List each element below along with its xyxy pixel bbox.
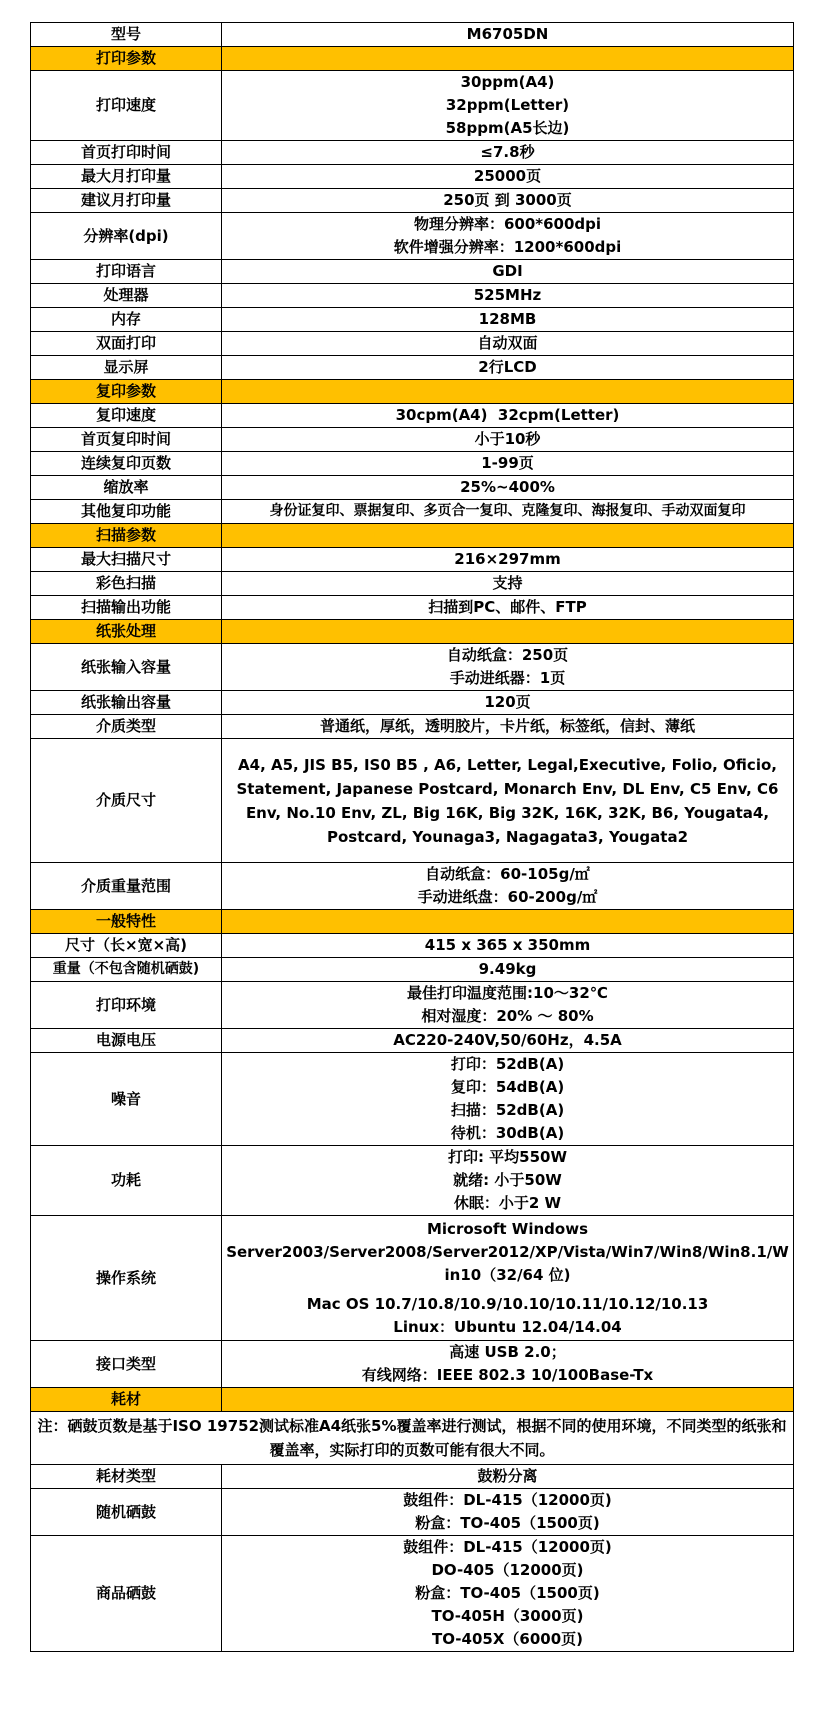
value-line: Microsoft Windows (426, 1219, 588, 1238)
value-line: 自动纸盒：60-105g/㎡ (425, 865, 590, 883)
value-line: Mac OS 10.7/10.8/10.9/10.10/10.11/10.12/10.13 (306, 1294, 709, 1313)
environment-value (222, 982, 794, 1029)
paper-input-value (222, 644, 794, 691)
table-row (31, 1412, 794, 1465)
table-row (31, 165, 794, 189)
section-title: 一般特性 (31, 910, 222, 934)
copy-speed-label: 复印速度 (31, 404, 222, 428)
first-copy-value: 小于10秒 (222, 428, 794, 452)
section-title: 扫描参数 (31, 524, 222, 548)
noise-label: 噪音 (31, 1053, 222, 1146)
table-row (31, 428, 794, 452)
os-label: 操作系统 (31, 1216, 222, 1341)
value-line: 物理分辨率：600*600dpi (413, 215, 602, 233)
table-row (31, 332, 794, 356)
display-label: 显示屏 (31, 356, 222, 380)
other-copy-label: 其他复印功能 (31, 500, 222, 524)
value-line: 相对湿度：20% ～ 80% (421, 1007, 594, 1025)
other-copy-value: 身份证复印、票据复印、多页合一复印、克隆复印、海报复印、手动双面复印 (222, 500, 794, 524)
table-row (31, 500, 794, 524)
weight-label: 重量（不包含随机硒鼓) (31, 958, 222, 982)
consumables-note: 注：硒鼓页数是基于ISO 19752测试标准A4纸张5%覆盖率进行测试，根据不同的使用环境，不同类型的纸张和覆盖率，实际打印的页数可能有很大不同。 (31, 1412, 794, 1465)
scan-size-label: 最大扫描尺寸 (31, 548, 222, 572)
duplex-label: 双面打印 (31, 332, 222, 356)
table-row (31, 23, 794, 47)
media-size-value: A4, A5, JIS B5, IS0 B5 , A6, Letter, Legal,Executive, Folio, Oficio, Statement, Japanese Postcard, Monarch Env, DL Env, C5 Env, C6 Env, No.10 Env, ZL, Big 16K, Big 32K, 16K, 32K, B6, Yougata4, Postcard, Younaga3, Nagagata3, Yougata2 (222, 739, 794, 863)
table-row (31, 715, 794, 739)
paper-output-value: 120页 (222, 691, 794, 715)
section-fill (222, 47, 794, 71)
value-line: 待机：30dB(A) (450, 1124, 565, 1142)
duplex-value: 自动双面 (222, 332, 794, 356)
table-row (31, 189, 794, 213)
paper-output-label: 纸张输出容量 (31, 691, 222, 715)
media-size-label: 介质尺寸 (31, 739, 222, 863)
table-row (31, 1029, 794, 1053)
value-line: 30ppm(A4) (460, 73, 555, 91)
retail-toner-label: 商品硒鼓 (31, 1536, 222, 1652)
noise-value (222, 1053, 794, 1146)
value-line: 鼓组件：DL-415（12000页) (403, 1491, 612, 1509)
display-value: 2行LCD (222, 356, 794, 380)
print-speed-value (222, 71, 794, 141)
table-row (31, 644, 794, 691)
weight-value: 9.49kg (222, 958, 794, 982)
table-row (31, 1341, 794, 1388)
retail-toner-value (222, 1536, 794, 1652)
table-row (31, 452, 794, 476)
table-row (31, 982, 794, 1029)
table-row (31, 356, 794, 380)
scan-output-value: 扫描到PC、邮件、FTP (222, 596, 794, 620)
table-row (31, 958, 794, 982)
section-general (31, 910, 794, 934)
table-row (31, 71, 794, 141)
power-label: 电源电压 (31, 1029, 222, 1053)
recommended-monthly-value: 250页 到 3000页 (222, 189, 794, 213)
table-row (31, 548, 794, 572)
value-line: 最佳打印温度范围:10～32℃ (407, 984, 608, 1002)
value-line: TO-405H（3000页) (431, 1607, 584, 1625)
table-row (31, 1146, 794, 1216)
bundled-toner-label: 随机硒鼓 (31, 1489, 222, 1536)
color-scan-value: 支持 (222, 572, 794, 596)
copy-speed-value: 30cpm(A4) 32cpm(Letter) (222, 404, 794, 428)
interface-label: 接口类型 (31, 1341, 222, 1388)
value-line: 32ppm(Letter) (445, 96, 570, 114)
value-line: 58ppm(A5长边) (445, 119, 570, 137)
interface-value (222, 1341, 794, 1388)
table-row (31, 934, 794, 958)
language-value: GDI (222, 260, 794, 284)
consumable-type-label: 耗材类型 (31, 1465, 222, 1489)
table-row (31, 141, 794, 165)
value-line: 自动纸盒：250页 (446, 646, 569, 664)
print-speed-label: 打印速度 (31, 71, 222, 141)
bundled-toner-value (222, 1489, 794, 1536)
table-row (31, 691, 794, 715)
consumption-value (222, 1146, 794, 1216)
section-title: 纸张处理 (31, 620, 222, 644)
table-row (31, 1465, 794, 1489)
table-row (31, 1053, 794, 1146)
scan-size-value: 216×297mm (222, 548, 794, 572)
section-title: 复印参数 (31, 380, 222, 404)
value-line: 手动进纸盘：60-200g/㎡ (417, 888, 598, 906)
power-value: AC220-240V,50/60Hz，4.5A (222, 1029, 794, 1053)
dimensions-value: 415 x 365 x 350mm (222, 934, 794, 958)
resolution-label: 分辨率(dpi) (31, 213, 222, 260)
value-line: 软件增强分辨率：1200*600dpi (393, 238, 622, 256)
color-scan-label: 彩色扫描 (31, 572, 222, 596)
table-row (31, 863, 794, 910)
table-row (31, 260, 794, 284)
value-line: Server2003/Server2008/Server2012/XP/Vista/Win7/Win8/Win8.1/Win10（32/64 位) (226, 1242, 789, 1284)
max-monthly-value: 25000页 (222, 165, 794, 189)
os-value (222, 1216, 794, 1341)
table-row (31, 739, 794, 863)
processor-label: 处理器 (31, 284, 222, 308)
value-line: 有线网络：IEEE 802.3 10/100Base-Tx (361, 1366, 654, 1384)
media-type-label: 介质类型 (31, 715, 222, 739)
consumable-type-value: 鼓粉分离 (222, 1465, 794, 1489)
section-fill (222, 620, 794, 644)
media-weight-value (222, 863, 794, 910)
first-page-value: ≤7.8秒 (222, 141, 794, 165)
value-line: TO-405X（6000页) (432, 1630, 583, 1648)
environment-label: 打印环境 (31, 982, 222, 1029)
memory-value: 128MB (222, 308, 794, 332)
table-row (31, 1489, 794, 1536)
zoom-label: 缩放率 (31, 476, 222, 500)
section-print (31, 47, 794, 71)
dimensions-label: 尺寸（长×宽×高) (31, 934, 222, 958)
media-type-value: 普通纸，厚纸，透明胶片，卡片纸，标签纸，信封、薄纸 (222, 715, 794, 739)
scan-output-label: 扫描输出功能 (31, 596, 222, 620)
table-row (31, 596, 794, 620)
spec-table (30, 22, 794, 1652)
table-row (31, 404, 794, 428)
section-fill (222, 524, 794, 548)
section-title: 耗材 (31, 1388, 222, 1412)
table-row (31, 284, 794, 308)
value-line: 打印：52dB(A) (450, 1055, 565, 1073)
section-copy (31, 380, 794, 404)
section-fill (222, 380, 794, 404)
table-row (31, 1536, 794, 1652)
table-row (31, 476, 794, 500)
value-line: 手动进纸器：1页 (449, 669, 566, 687)
section-scan (31, 524, 794, 548)
value-line: 就绪: 小于50W (453, 1171, 562, 1189)
section-title: 打印参数 (31, 47, 222, 71)
table-row (31, 213, 794, 260)
value-line: 打印: 平均550W (447, 1148, 568, 1166)
model-value: M6705DN (222, 23, 794, 47)
value-line: 休眠：小于2 W (453, 1194, 562, 1212)
first-page-label: 首页打印时间 (31, 141, 222, 165)
table-row (31, 572, 794, 596)
value-line: 粉盒：TO-405（1500页) (415, 1584, 600, 1602)
section-consumables (31, 1388, 794, 1412)
model-label: 型号 (31, 23, 222, 47)
value-line: 高速 USB 2.0； (449, 1343, 566, 1361)
value-line: Linux：Ubuntu 12.04/14.04 (393, 1317, 622, 1336)
paper-input-label: 纸张输入容量 (31, 644, 222, 691)
continuous-copy-label: 连续复印页数 (31, 452, 222, 476)
section-fill (222, 1388, 794, 1412)
recommended-monthly-label: 建议月打印量 (31, 189, 222, 213)
memory-label: 内存 (31, 308, 222, 332)
section-fill (222, 910, 794, 934)
value-line: 扫描：52dB(A) (450, 1101, 565, 1119)
language-label: 打印语言 (31, 260, 222, 284)
value-line: 鼓组件：DL-415（12000页) (403, 1538, 612, 1556)
max-monthly-label: 最大月打印量 (31, 165, 222, 189)
value-line: 复印：54dB(A) (450, 1078, 565, 1096)
zoom-value: 25%~400% (222, 476, 794, 500)
first-copy-label: 首页复印时间 (31, 428, 222, 452)
value-line: 粉盒：TO-405（1500页) (415, 1514, 600, 1532)
consumption-label: 功耗 (31, 1146, 222, 1216)
table-row (31, 308, 794, 332)
table-row (31, 1216, 794, 1341)
continuous-copy-value: 1-99页 (222, 452, 794, 476)
resolution-value (222, 213, 794, 260)
processor-value: 525MHz (222, 284, 794, 308)
value-line: DO-405（12000页) (431, 1561, 584, 1579)
section-paper (31, 620, 794, 644)
media-weight-label: 介质重量范围 (31, 863, 222, 910)
